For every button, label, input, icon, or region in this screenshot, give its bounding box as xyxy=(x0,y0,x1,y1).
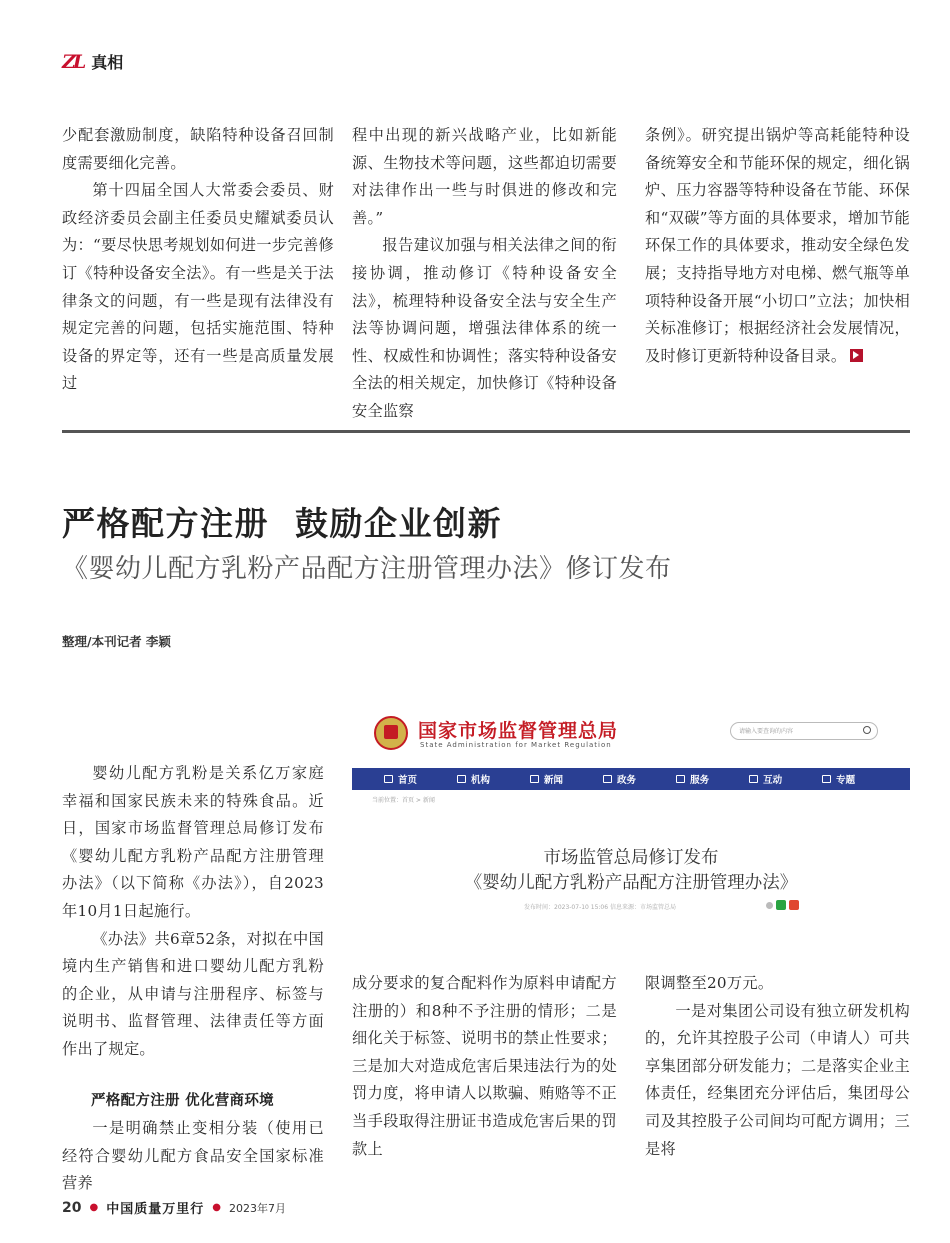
news-title-line2: 《婴幼儿配方乳粉产品配方注册管理办法》 xyxy=(464,873,798,893)
zl-logo-mark: ZL xyxy=(62,51,84,73)
nav-label: 机构 xyxy=(471,775,491,786)
top-column-2 xyxy=(352,122,617,426)
section-title: 真相 xyxy=(91,53,124,72)
paragraph: 少配套激励制度，缺陷特种设备召回制度需要细化完善。 xyxy=(62,126,334,172)
magazine-logo xyxy=(62,50,123,73)
share-icon[interactable] xyxy=(766,902,773,909)
paragraph: 程中出现的新兴战略产业，比如新能源、生物技术等问题，这些都迫切需要对法律作出一些与时俱进的修改和完善。” xyxy=(352,126,617,227)
nav-interact[interactable] xyxy=(749,772,782,786)
end-mark-icon xyxy=(850,349,863,362)
article-column-right xyxy=(645,970,910,1163)
nav-label: 政务 xyxy=(617,775,637,786)
article-column-middle xyxy=(352,970,617,1163)
news-title xyxy=(352,846,910,896)
paragraph: 《办法》共6章52条，对拟在中国境内生产销售和进口婴幼儿配方乳粉的企业，从申请与注册程序、标签与说明书、监督管理、法律责任等方面作出了规定。 xyxy=(62,929,324,1058)
paragraph xyxy=(645,122,910,370)
website-screenshot xyxy=(352,706,910,926)
nav-label: 新闻 xyxy=(544,775,564,786)
section-divider xyxy=(62,430,910,433)
site-name-en: State Administration for Market Regulation xyxy=(420,741,612,749)
paragraph: 限调整至20万元。 xyxy=(645,974,774,992)
article-subtitle: 《婴幼儿配方乳粉产品配方注册管理办法》修订发布 xyxy=(62,554,672,584)
search-input[interactable] xyxy=(730,722,878,740)
news-icon xyxy=(530,775,539,783)
org-icon xyxy=(457,775,466,783)
nav-label: 首页 xyxy=(398,775,418,786)
page-footer xyxy=(62,1198,286,1217)
bullet-icon: ● xyxy=(89,1202,99,1213)
nav-label: 服务 xyxy=(690,775,710,786)
magazine-name: 中国质量万里行 xyxy=(106,1202,205,1217)
paragraph: 一是明确禁止变相分装（使用已经符合婴幼儿配方食品安全国家标准营养 xyxy=(62,1119,324,1193)
site-header xyxy=(352,706,910,766)
paragraph: 第十四届全国人大常委会委员、财政经济委员会副主任委员史耀斌委员认为：“要尽快思考规划如何进一步完善修订《特种设备安全法》。有一些是关于法律条文的问题，有一些是现有法律没有规定完善的问题，包括实施范围、特种设备的界定等，还有一些是高质量发展过 xyxy=(62,181,334,393)
site-name-cn: 国家市场监督管理总局 xyxy=(418,720,619,742)
weibo-icon[interactable] xyxy=(789,900,799,910)
paragraph: 报告建议加强与相关法律之间的衔接协调，推动修订《特种设备安全法》，梳理特种设备安全法与安全生产法等协调问题，增强法律体系的统一性、权威性和协调性；落实特种设备安全法的相关规定，加快修订《特种设备安全监察 xyxy=(352,236,617,420)
subhead: 严格配方注册 优化营商环境 xyxy=(91,1092,274,1109)
nav-gov[interactable] xyxy=(603,772,636,786)
nav-label: 专题 xyxy=(836,775,856,786)
paragraph-text: 条例》。研究提出锅炉等高耗能特种设备统筹安全和节能环保的规定，细化锅炉、压力容器等特种设备在节能、环保和“双碳”等方面的具体要求，增加节能环保工作的具体要求，推动安全绿色发展；支持指导地方对电梯、燃气瓶等单项特种设备开展“小切口”立法；加快相关标准修订；根据经济社会发展情况，及时修订更新特种设备目录。 xyxy=(645,126,910,365)
nav-home[interactable] xyxy=(384,772,417,786)
breadcrumb[interactable]: 当前位置：首页 > 新闻 xyxy=(372,797,435,804)
nav-org[interactable] xyxy=(457,772,490,786)
nav-service[interactable] xyxy=(676,772,709,786)
nav-news[interactable] xyxy=(530,772,563,786)
news-title-line1: 市场监管总局修订发布 xyxy=(543,848,719,868)
share-buttons xyxy=(766,900,799,910)
gov-icon xyxy=(603,775,612,783)
nav-topic[interactable] xyxy=(822,772,855,786)
paragraph: 一是对集团公司设有独立研发机构的，允许其控股子公司（申请人）可共享集团部分研发能力；二是落实企业主体责任，经集团充分评估后，集团母公司及其控股子公司间均可配方调用；三是将 xyxy=(645,1001,910,1158)
news-meta: 发布时间：2023-07-10 15:06 信息来源：市场监管总局 xyxy=(524,904,676,911)
byline: 整理/本刊记者 李颖 xyxy=(62,634,171,649)
wechat-icon[interactable] xyxy=(776,900,786,910)
article-column-left xyxy=(62,760,324,1198)
grid-icon xyxy=(822,775,831,783)
paragraph: 婴幼儿配方乳粉是关系亿万家庭幸福和国家民族未来的特殊食品。近日，国家市场监督管理总局修订发布《婴幼儿配方乳粉产品配方注册管理办法》（以下简称《办法》），自2023年10月1日起施行。 xyxy=(62,764,324,920)
top-column-3 xyxy=(645,122,910,370)
search-icon[interactable] xyxy=(863,726,871,734)
home-icon xyxy=(384,775,393,783)
article-title: 严格配方注册 鼓励企业创新 xyxy=(62,504,502,543)
bullet-icon: ● xyxy=(212,1202,221,1213)
site-nav xyxy=(352,768,910,790)
search-placeholder: 请输入要查询的内容 xyxy=(739,728,794,735)
heart-icon xyxy=(676,775,685,783)
top-column-1 xyxy=(62,122,334,398)
nav-label: 互动 xyxy=(763,775,783,786)
paragraph: 成分要求的复合配料作为原料申请配方注册的）和8种不予注册的情形；二是细化关于标签、说明书的禁止性要求；三是加大对造成危害后果违法行为的处罚力度，将申请人以欺骗、贿赂等不正当手段取得注册证书造成危害后果的罚款上 xyxy=(352,974,617,1158)
national-emblem-icon xyxy=(374,716,408,750)
page-number: 20 xyxy=(62,1199,82,1216)
exchange-icon xyxy=(749,775,758,783)
issue-date: 2023年7月 xyxy=(228,1201,286,1215)
